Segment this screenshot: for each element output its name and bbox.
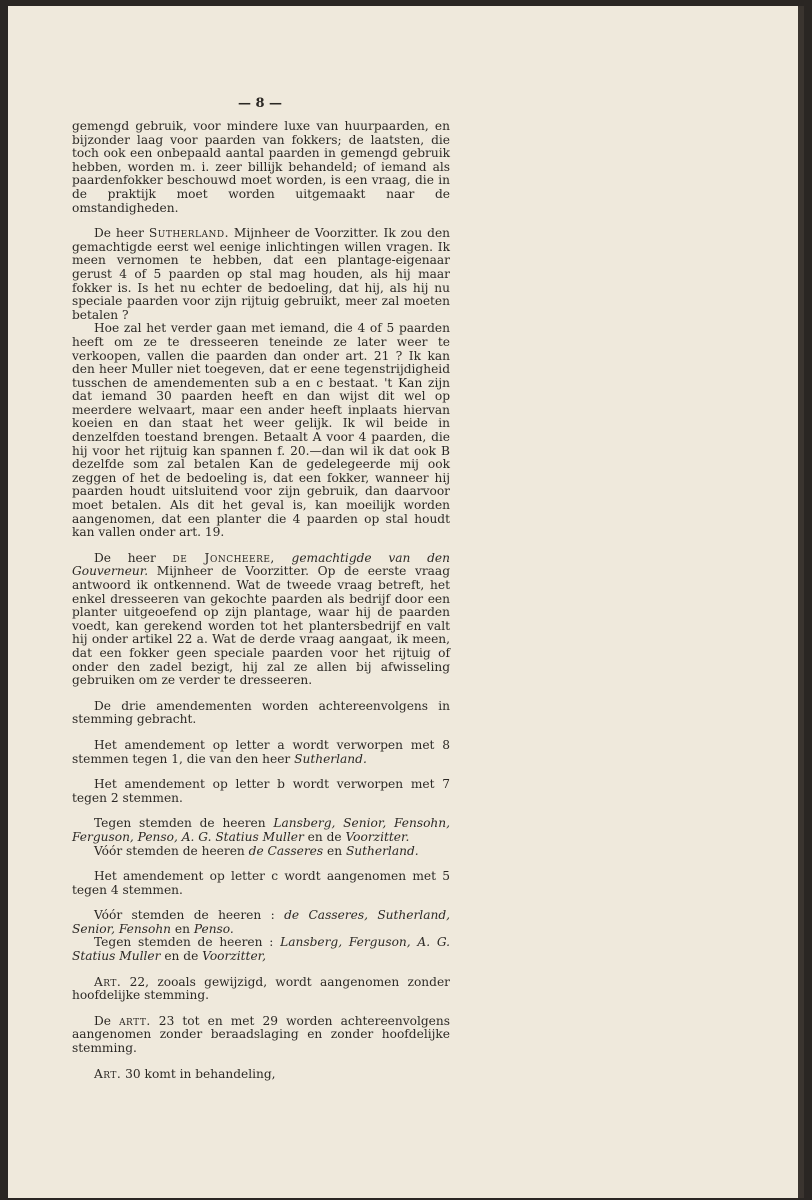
paragraph-for-b	[72, 845, 450, 859]
speaker-role: gemachtigde van den Gouverneur.	[72, 550, 450, 579]
paragraph-against-c	[72, 936, 450, 963]
member-names: Lansberg, Senior, Fensohn, Ferguson, Penso, A. G. Statius Muller	[72, 816, 450, 844]
paragraph-art-23-29	[72, 1015, 450, 1056]
paragraph-art-30	[72, 1068, 450, 1082]
member-name: Voorzitter,	[202, 949, 267, 964]
article-label: Art.	[94, 1066, 122, 1081]
article-label: artt.	[119, 1013, 151, 1028]
paragraph-sutherland-question	[72, 227, 450, 322]
paragraph-text: 30 komt in behandeling,	[121, 1066, 276, 1081]
text-mid: en de	[303, 829, 346, 844]
document-page	[8, 6, 804, 1198]
paragraph-vote-c: Het amendement op letter c wordt aangenomen met 5 tegen 4 stemmen.	[72, 869, 450, 897]
text-mid: en	[323, 843, 346, 858]
paragraph-text: Mijnheer de Voorzitter. Ik zou den gemachtigde eerst wel eenige inlichtingen willen vragen. Ik meen vernomen te hebben, dat een plantage-eigenaar gerust 4 of 5 paarden op stal mag houden, als hij maar fokker is. Is het nu echter de bedoeling, dat hij, als hij nu speciale paarden voor zijn rijtuig gebruikt, meer zal moeten betalen ?	[72, 226, 451, 322]
paragraph-against-b	[72, 817, 450, 844]
text-lead: De heer	[94, 550, 173, 565]
paragraph-for-c	[72, 909, 450, 936]
paragraph-text: Mijnheer de Voorzitter. Op de eerste vraag antwoord ik ontkennend. Wat de tweede vraag betreft, het enkel dresseeren van gekochte paarden als bedrijf door een planter uitgeoefend op zijn plantage, waar hij de paarden voedt, kan gerekend worden tot het plantersbedrijf en valt hij onder artikel 22 a. Wat de derde vraag aangaat, ik meen, dat een fokker geen speciale paarden voor het rijtuig of onder den zadel bezigt, hij zal ze allen bij afwisseling gebruiken om ze verder te dresseeren.	[72, 564, 450, 688]
paragraph-text: 22, zooals gewijzigd, wordt aangenomen zonder hoofdelijke stemming.	[72, 974, 450, 1003]
text-lead: De	[94, 1013, 120, 1028]
member-name: Penso.	[193, 921, 234, 936]
speaker-name: Sutherland.	[148, 226, 229, 241]
paragraph-text: 23 tot en met 29 worden achtereenvolgens aangenomen zonder beraadslaging en zonder hoofdelijke stemming.	[72, 1013, 450, 1056]
paragraph-joncheere-answer	[72, 552, 450, 688]
paragraph: De drie amendementen worden achtereenvolgens in stemming gebracht.	[72, 698, 450, 727]
speaker-name: de Joncheere,	[172, 550, 275, 565]
text-mid: en	[171, 921, 194, 936]
member-name: Sutherland.	[345, 843, 419, 858]
text-lead: De heer	[94, 226, 149, 241]
paragraph: gemengd gebruik, voor mindere luxe van huurpaarden, en bijzonder laag voor paarden van fokkers; de laatsten, die toch ook een onbepaald aantal paarden in gemengd gebruik hebben, worden m. i. zeer billijk behandeld; of iemand als paardenfokker beschouwd moet worden, is een vraag, die in de praktijk moet worden uitgemaakt naar de omstandigheden.	[72, 119, 450, 215]
page-number: — 8 —	[237, 96, 283, 111]
paragraph-vote-b: Het amendement op letter b wordt verworpen met 7 tegen 2 stemmen.	[72, 777, 450, 805]
text-lead: Tegen stemden de heeren :	[94, 935, 281, 950]
member-name: de Casseres	[248, 843, 324, 858]
article-label: Art.	[94, 974, 122, 989]
paragraph: Hoe zal het verder gaan met iemand, die 4 of 5 paarden heeft om ze te dresseeren teneinde ze later weer te verkoopen, vallen die paarden dan onder art. 21 ? Ik kan den heer Muller niet toegeven, dat er eene tegenstrijdigheid tusschen de amendementen sub a en c bestaat. 't Kan zijn dat iemand 30 paarden heeft en dan wijst dit wel op meerdere welvaart, maar een ander heeft inplaats hiervan koeien en dan staat het weer gelijk. Ik wil beide in denzelfden toestand brengen. Betaalt A voor 4 paarden, die hij voor het rijtuig kan spannen f. 20.—dan wil ik dat ook B dezelfde som zal betalen Kan de gedelegeerde mij ook zeggen of het de bedoeling is, dat een fokker, wanneer hij paarden houdt uitsluitend voor zijn gebruik, dan daarvoor moet betalen. Als dit het geval is, kan moeilijk worden aangenomen, dat een planter die 4 paarden op stal houdt kan vallen onder art. 19.	[72, 321, 450, 540]
text-lead: Tegen stemden de heeren	[94, 816, 274, 831]
text-lead: Vóór stemden de heeren	[94, 843, 249, 858]
paragraph-art-22	[72, 976, 450, 1003]
member-names: de Casseres, Sutherland, Senior, Fensohn	[72, 908, 450, 936]
paragraph-text: Het amendement op letter a wordt verworpen met 8 stemmen tegen 1, die van den heer	[72, 737, 450, 766]
text-mid: en de	[160, 949, 203, 964]
member-names: Lansberg, Ferguson, A. G. Statius Muller	[72, 935, 450, 964]
paragraph-vote-a	[72, 739, 450, 766]
text-lead: Vóór stemden de heeren :	[94, 908, 285, 923]
member-name: Voorzitter.	[345, 829, 410, 844]
member-name: Sutherland.	[294, 751, 367, 766]
document-body	[72, 96, 450, 1093]
